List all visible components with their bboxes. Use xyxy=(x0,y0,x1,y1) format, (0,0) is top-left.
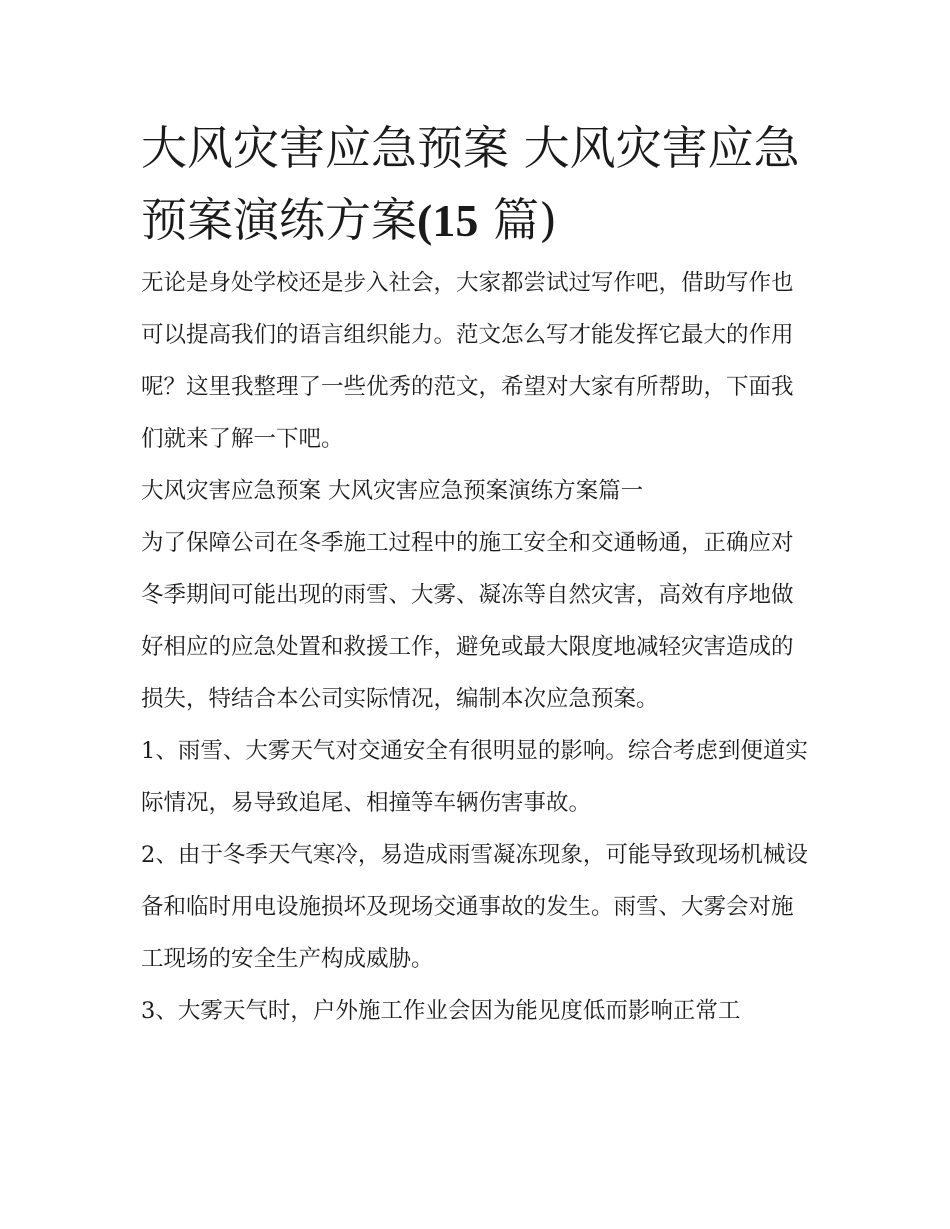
document-body xyxy=(141,112,813,1037)
list-item-1: 1、雨雪、大雾天气对交通安全有很明显的影响。综合考虑到便道实际情况，易导致追尾、相撞等车辆伤害事故。 xyxy=(141,738,808,816)
list-item-3: 3、大雾天气时，户外施工作业会因为能见度低而影响正常工 xyxy=(141,998,741,1024)
title-count: (15 xyxy=(417,195,479,246)
document-title xyxy=(141,112,813,257)
body-paragraph: 为了保障公司在冬季施工过程中的施工安全和交通畅通，正确应对冬季期间可能出现的雨雪、大雾、凝冻等自然灾害，高效有序地做好相应的应急处置和救援工作，避免或最大限度地减轻灾害造成的损失，特结合本公司实际情况，编制本次应急预案。 xyxy=(141,530,794,712)
section-heading: 大风灾害应急预案 大风灾害应急预案演练方案篇一 xyxy=(141,478,644,504)
list-item-2: 2、由于冬季天气寒冷，易造成雨雪凝冻现象，可能导致现场机械设备和临时用电设施损坏及现场交通事故的发生。雨雪、大雾会对施工现场的安全生产构成威胁。 xyxy=(141,842,808,972)
title-text: 大风灾害应急预案 大风灾害应急预案演练方案 xyxy=(141,121,800,247)
intro-paragraph: 无论是身处学校还是步入社会，大家都尝试过写作吧，借助写作也可以提高我们的语言组织能力。范文怎么写才能发挥它最大的作用呢？这里我整理了一些优秀的范文，希望对大家有所帮助，下面我们就来了解一下吧。 xyxy=(141,270,794,452)
title-suffix: 篇) xyxy=(478,193,557,247)
